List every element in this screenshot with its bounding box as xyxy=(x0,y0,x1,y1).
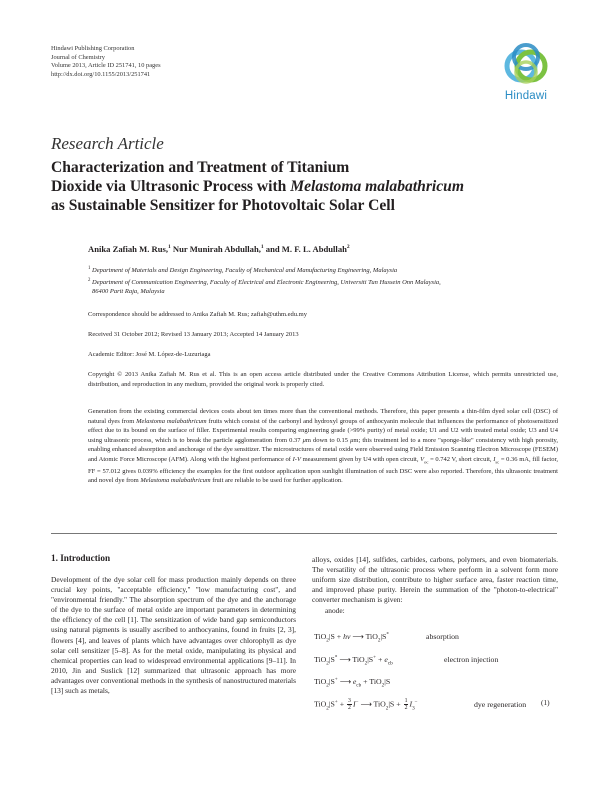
doi-link[interactable]: http://dx.doi.org/10.1155/2013/251741 xyxy=(51,70,151,78)
author-2[interactable]: Nur Munirah Abdullah, xyxy=(172,244,261,254)
logo-wordmark: Hindawi xyxy=(504,90,548,102)
equation-electron-injection: TiO$_2$|S* ⟶ $TiO_2|S^+ + e_{cb}$ electron injection xyxy=(314,654,499,667)
equation-absorption: TiO$_2$|S + hν ⟶ TiO$_2$|S* absorption xyxy=(314,631,459,644)
title-line-1: Characterization and Treatment of Titanium xyxy=(51,159,350,176)
section-heading-introduction: 1. Introduction xyxy=(51,553,111,563)
correspondence: Correspondence should be addressed to Anika Zafiah M. Rus; zafiah@uthm.edu.my xyxy=(88,311,307,318)
academic-editor: Academic Editor: José M. López-de-Luzuriaga xyxy=(88,351,211,358)
publisher: Hindawi Publishing Corporation xyxy=(51,45,135,52)
species-name: Melastoma malabathricum xyxy=(290,178,464,196)
equation-electron-transfer: TiO$_2$|S+ ⟶ $e_{cb} + TiO_2|S$ xyxy=(314,676,391,689)
author-3[interactable]: and M. F. L. Abdullah xyxy=(265,244,347,254)
intro-column-2: alloys, oxides [14], sulfides, carbides, carbons, polymers, and even biomaterials. The versatility of the ultrasonic process where perform in a solvent form more uniform size distribution, contribute to higher surface area, faster reaction time, and improved phase purity. Herein the summation of the "photon-to-electrical" converter mechanism is given: xyxy=(312,555,558,605)
title-line-3: as Sustainable Sensitizer for Photovoltaic Solar Cell xyxy=(51,197,395,215)
equation-dye-regeneration: TiO$_2$|S+ + $\frac{3}{2}$ I− ⟶ TiO$_2$|S + $\frac{1}{2}$ $I_3^-$ dye regeneration xyxy=(314,698,527,712)
title-line-2: Dioxide via Ultrasonic Process with Melastoma malabathricum xyxy=(51,178,464,196)
paper-title xyxy=(51,158,571,216)
section-divider xyxy=(51,533,557,534)
author-list: Anika Zafiah M. Rus,$^1$ Nur Munirah Abdullah,$^1$ and M. F. L. Abdullah$^2$ xyxy=(88,244,350,254)
volume-info: Volume 2013, Article ID 251741, 10 pages xyxy=(51,62,161,70)
intro-column-1: Development of the dye solar cell for mass production mainly depends on three crucial key points, "acceptable efficiency," "low manufacturing cost", and "environmental friendly." The absorption spectrum of the dye and the anchorage of the dye to the surface of metal oxide are important parameters in determining the efficiency of the cell [1]. The sensitization of wide band gap semiconductors using natural pigments is usually ascribed to anthocyanins, found in fruits [2, 3], flowers [4], and leaves of plants which have advantages over chlorophyll as dye solar cell sensitizer [5–8]. As for the metal oxide, manipulating its physical and chemical properties can lead to widespread environmental applications [9–11]. In 2010, Jin and Suslick [12] summarized that ultrasonic approach has more advantages over conventional methods in the synthesis of nanostructured materials [13] such as metals, xyxy=(51,575,296,696)
author-1[interactable]: Anika Zafiah M. Rus, xyxy=(88,244,168,254)
copyright-notice: Copyright © 2013 Anika Zafiah M. Rus et al. This is an open access article distributed under the Creative Commons Attribution License, which permits unrestricted use, distribution, and reproduction in any medium, provided the original work is properly cited. xyxy=(88,371,558,388)
affiliation-2: $^2$ Department of Communication Engineering, Faculty of Electrical and Electronic Engineering, Universiti Tun Hussein Onn Malaysia, 86400 Parit Raja, Malaysia xyxy=(88,277,441,295)
affiliation-1: $^1$ Department of Materials and Design Engineering, Faculty of Mechanical and Manufacturing Engineering, Malaysia xyxy=(88,265,398,274)
abstract: Generation from the existing commercial devices costs about ten times more than the conventional methods. Therefore, this paper presents a thin-film dyed solar cell (DSC) of natural dyes from Melastoma malabathricum fruits which consist of the carbonyl and hydroxyl groups of anthocyanin molecule that influences the performance of photosensitized effect due to its bound on the surface of filler. Experimental results comparing engineering grade (>99% purity) of metal oxide; U1 and U2 with treated metal oxide; U3 and U4 using ultrasonic process, which is to break the particle agglomeration from 0.37 μm down to 0.15 μm; this treatment led to a more "sponge-like" consistency with high porosity, enabling enhanced absorption and anchorage of the dye sensitizer. The microstructures of metal oxide were observed using Field Emission Scanning Electron Microscope (FESEM) and Atomic Force Microscope (AFM). Along with the highest performance of I-V measurement given by U4 with open circuit, $V_{oc} = 0.742$ V, short circuit, $I_{sc} = 0.36$ mA, fill factor, FF = 57.012 gives 0.039% efficiency the examples for the first outdoor application upon sunlight illumination of such DSC were also reported. Therefore, this ultrasonic treatment and novel dye from Melastoma malabathricum fruit are reliable to be used for further application. xyxy=(88,408,559,485)
journal-name: Journal of Chemistry xyxy=(51,53,105,61)
hindawi-logo-icon xyxy=(500,42,552,88)
article-dates: Received 31 October 2012; Revised 13 January 2013; Accepted 14 January 2013 xyxy=(88,331,299,338)
anode-label: anode: xyxy=(325,606,345,615)
article-type: Research Article xyxy=(51,134,164,153)
equation-number: (1) xyxy=(541,698,550,707)
journal-header xyxy=(51,45,311,79)
hindawi-logo xyxy=(494,42,558,106)
